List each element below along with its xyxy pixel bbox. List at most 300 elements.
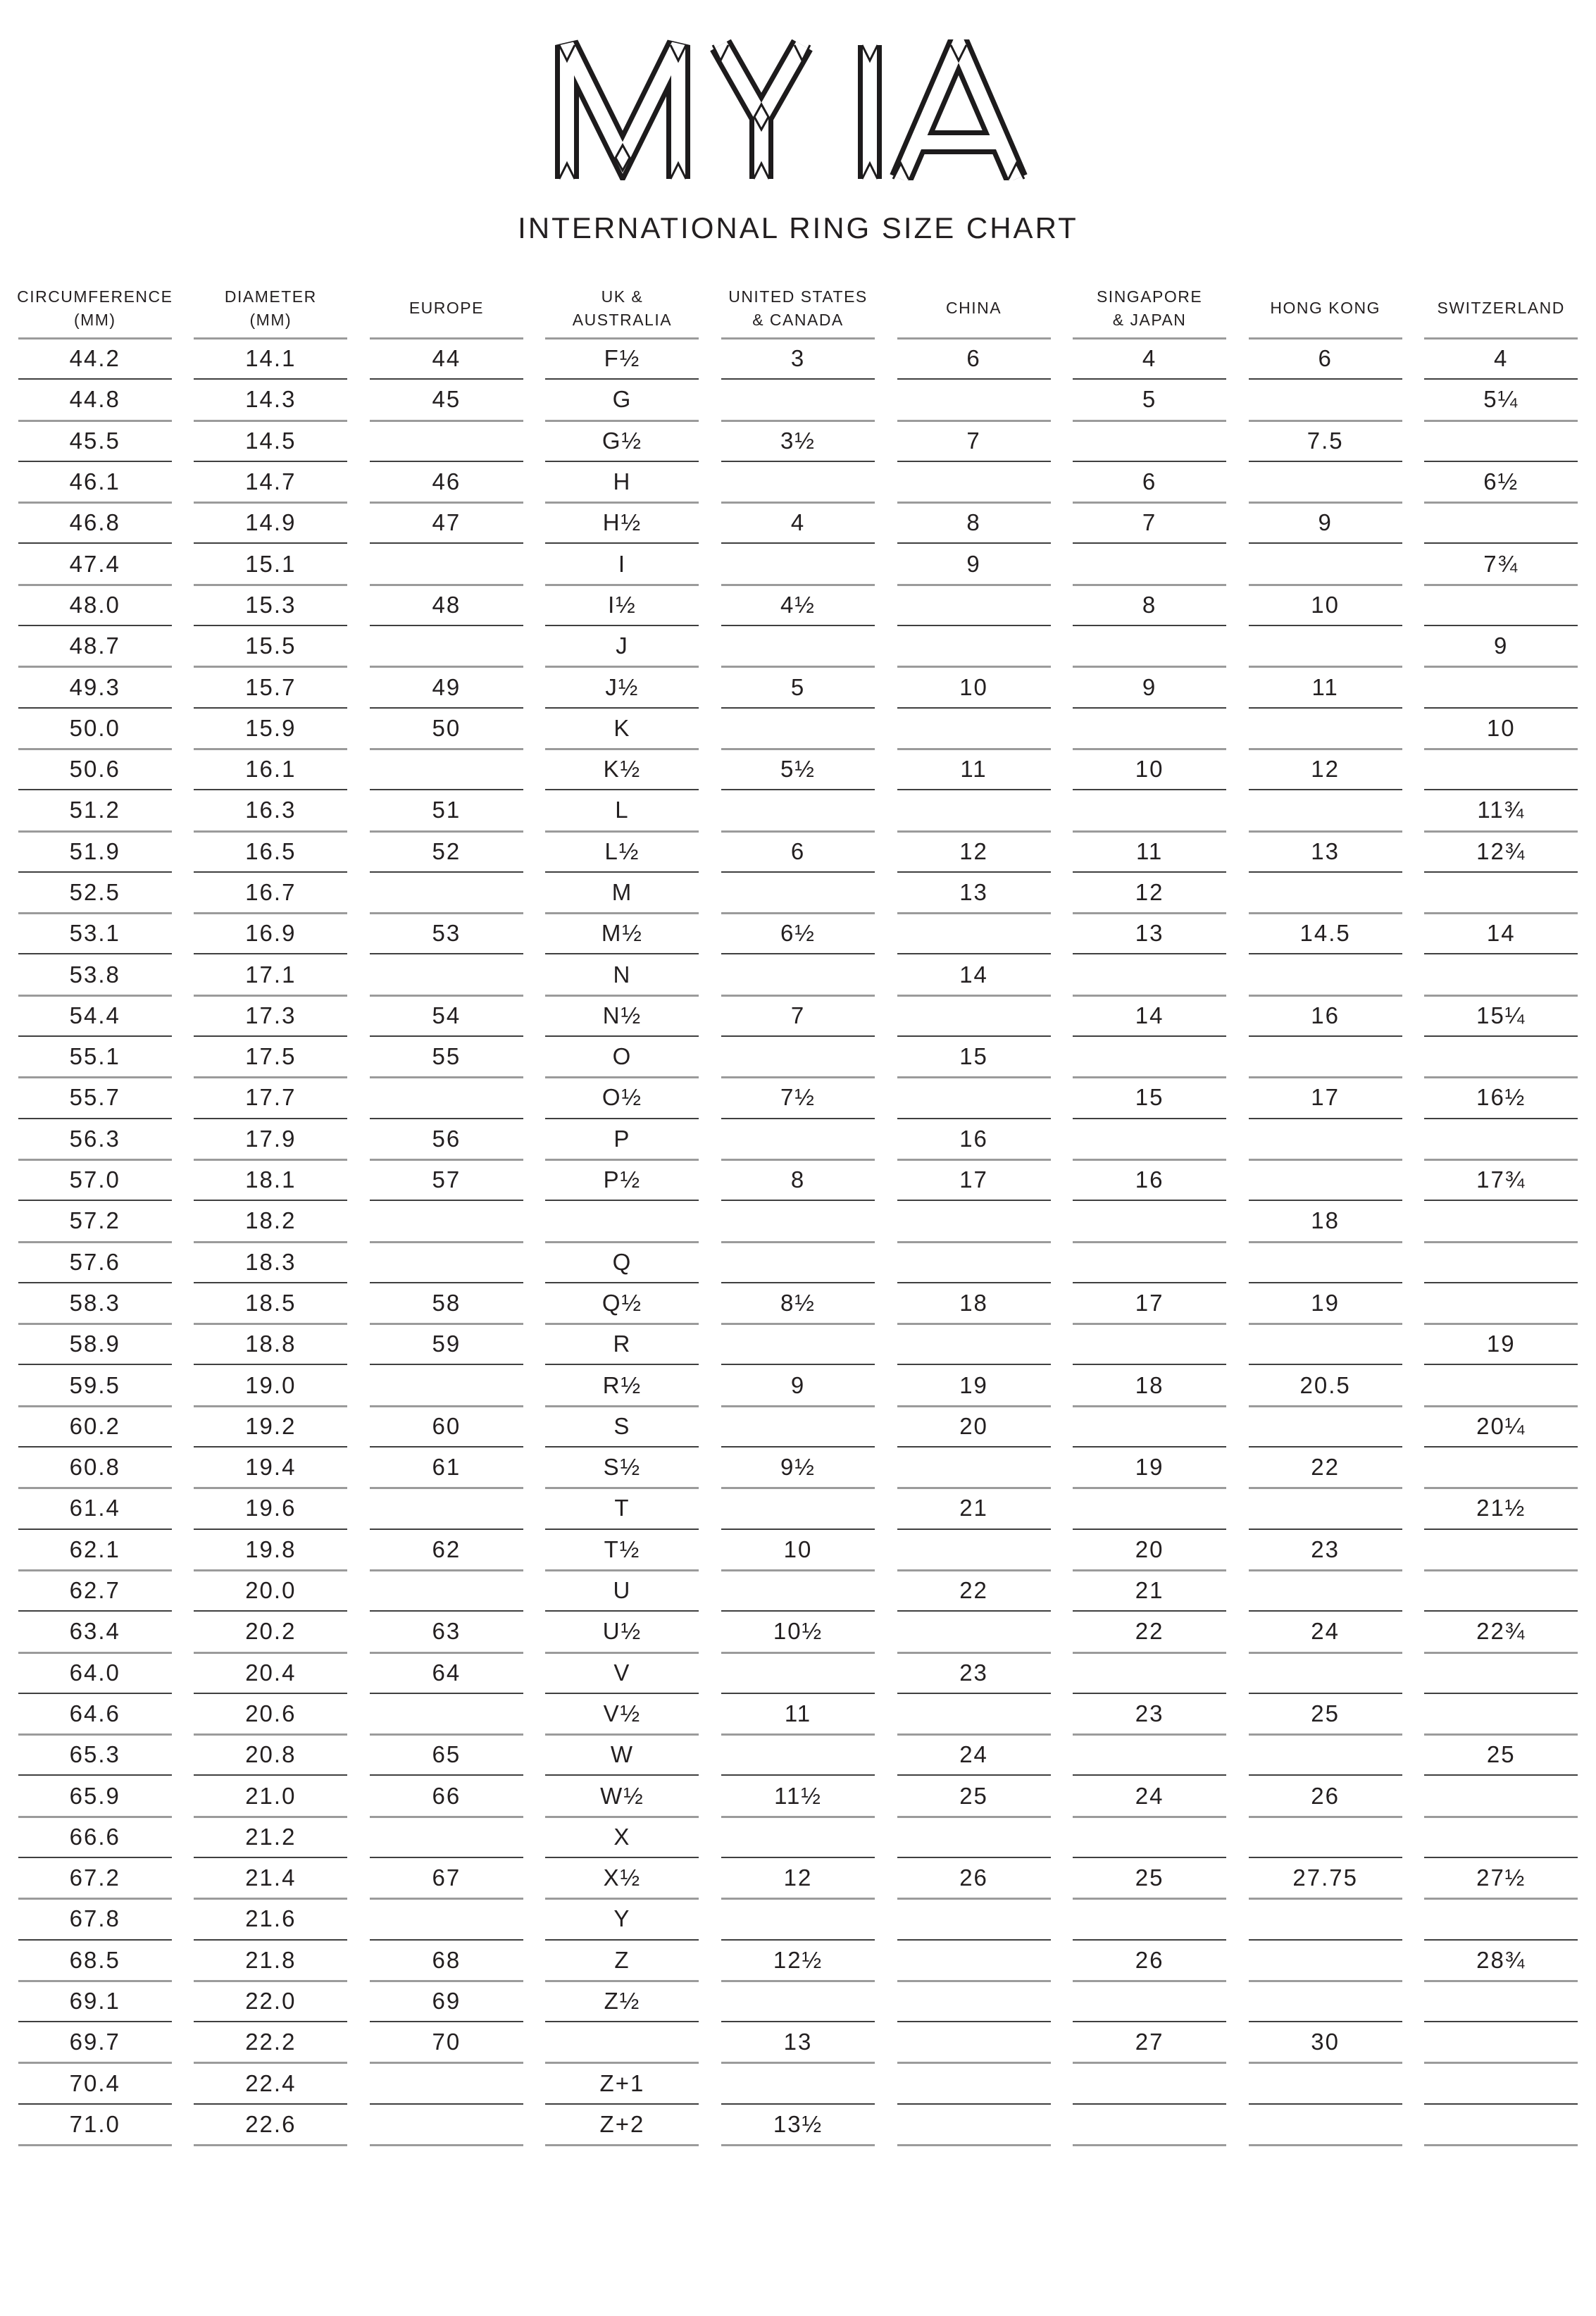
table-cell-switzerland <box>1413 2022 1589 2062</box>
table-cell-hong-kong <box>1237 790 1414 830</box>
table-cell-china: 14 <box>886 954 1062 995</box>
table-row <box>7 1857 1589 1898</box>
table-row <box>7 1200 1589 1241</box>
table-cell-circumference-mm: 70.4 <box>7 2062 183 2103</box>
table-row <box>7 1898 1589 1939</box>
table-cell-hong-kong <box>1237 1324 1414 1364</box>
table-row <box>7 1364 1589 1405</box>
table-cell-us-canada: 4½ <box>710 585 886 625</box>
table-cell-europe: 49 <box>359 666 535 707</box>
table-cell-us-canada: 6½ <box>710 913 886 954</box>
table-cell-china: 13 <box>886 872 1062 913</box>
table-cell-uk-australia: T½ <box>535 1529 711 1570</box>
table-cell-diameter-mm: 20.2 <box>183 1611 359 1652</box>
table-row <box>7 1242 1589 1283</box>
table-cell-china: 22 <box>886 1570 1062 1611</box>
table-cell-diameter-mm: 16.5 <box>183 831 359 872</box>
table-cell-us-canada: 13½ <box>710 2104 886 2145</box>
table-cell-switzerland: 7¾ <box>1413 543 1589 584</box>
table-cell-hong-kong <box>1237 1734 1414 1775</box>
table-cell-diameter-mm: 19.2 <box>183 1406 359 1447</box>
table-cell-china: 12 <box>886 831 1062 872</box>
table-cell-circumference-mm: 50.6 <box>7 749 183 790</box>
table-cell-singapore-japan <box>1061 1734 1237 1775</box>
table-cell-europe: 58 <box>359 1283 535 1324</box>
table-row <box>7 1817 1589 1857</box>
table-cell-singapore-japan: 11 <box>1061 831 1237 872</box>
table-cell-china <box>886 1940 1062 1981</box>
table-cell-diameter-mm: 19.4 <box>183 1447 359 1488</box>
table-cell-uk-australia: Q <box>535 1242 711 1283</box>
table-cell-china <box>886 1077 1062 1118</box>
table-cell-uk-australia: K½ <box>535 749 711 790</box>
table-cell-uk-australia: X½ <box>535 1857 711 1898</box>
myia-logo-graphic <box>551 39 1045 180</box>
table-cell-us-canada <box>710 1119 886 1159</box>
table-cell-switzerland <box>1413 1200 1589 1241</box>
table-cell-china: 15 <box>886 1036 1062 1077</box>
table-cell-diameter-mm: 19.6 <box>183 1488 359 1529</box>
table-cell-uk-australia: G½ <box>535 421 711 461</box>
table-cell-circumference-mm: 67.2 <box>7 1857 183 1898</box>
header-cell-switzerland: SWITZERLAND <box>1437 299 1565 318</box>
table-cell-diameter-mm: 17.3 <box>183 995 359 1036</box>
table-cell-singapore-japan <box>1061 625 1237 666</box>
table-cell-uk-australia: Z+1 <box>535 2062 711 2103</box>
table-cell-switzerland: 12¾ <box>1413 831 1589 872</box>
table-cell-uk-australia: I <box>535 543 711 584</box>
table-cell-diameter-mm: 21.2 <box>183 1817 359 1857</box>
table-row <box>7 625 1589 666</box>
table-cell-circumference-mm: 51.2 <box>7 790 183 830</box>
table-cell-diameter-mm: 18.5 <box>183 1283 359 1324</box>
table-cell-switzerland: 16½ <box>1413 1077 1589 1118</box>
table-cell-circumference-mm: 48.0 <box>7 585 183 625</box>
table-cell-circumference-mm: 66.6 <box>7 1817 183 1857</box>
table-row <box>7 338 1589 379</box>
table-cell-singapore-japan <box>1061 1652 1237 1693</box>
table-cell-singapore-japan: 23 <box>1061 1693 1237 1734</box>
table-cell-europe: 66 <box>359 1775 535 1816</box>
table-cell-switzerland: 21½ <box>1413 1488 1589 1529</box>
table-cell-diameter-mm: 15.3 <box>183 585 359 625</box>
table-cell-singapore-japan: 12 <box>1061 872 1237 913</box>
table-cell-uk-australia: L <box>535 790 711 830</box>
table-cell-china: 7 <box>886 421 1062 461</box>
table-cell-diameter-mm: 17.9 <box>183 1119 359 1159</box>
header-cell-us-canada: UNITED STATES & CANADA <box>728 287 868 329</box>
table-cell-hong-kong <box>1237 2062 1414 2103</box>
table-cell-circumference-mm: 53.8 <box>7 954 183 995</box>
table-cell-europe: 64 <box>359 1652 535 1693</box>
table-row <box>7 995 1589 1036</box>
table-cell-diameter-mm: 17.7 <box>183 1077 359 1118</box>
table-cell-switzerland: 5¼ <box>1413 379 1589 420</box>
table-cell-circumference-mm: 48.7 <box>7 625 183 666</box>
table-cell-hong-kong <box>1237 1940 1414 1981</box>
table-cell-uk-australia: Z+2 <box>535 2104 711 2145</box>
table-cell-hong-kong: 30 <box>1237 2022 1414 2062</box>
table-cell-us-canada <box>710 1734 886 1775</box>
table-cell-uk-australia <box>535 2022 711 2062</box>
table-cell-diameter-mm: 15.9 <box>183 708 359 749</box>
table-cell-singapore-japan <box>1061 1406 1237 1447</box>
table-cell-circumference-mm: 56.3 <box>7 1119 183 1159</box>
table-cell-singapore-japan: 9 <box>1061 666 1237 707</box>
table-row <box>7 379 1589 420</box>
table-row <box>7 954 1589 995</box>
table-cell-diameter-mm: 22.4 <box>183 2062 359 2103</box>
table-cell-europe: 54 <box>359 995 535 1036</box>
table-cell-diameter-mm: 16.3 <box>183 790 359 830</box>
table-cell-switzerland <box>1413 1119 1589 1159</box>
table-cell-circumference-mm: 57.2 <box>7 1200 183 1241</box>
table-cell-china <box>886 1898 1062 1939</box>
table-cell-circumference-mm: 65.9 <box>7 1775 183 1816</box>
table-cell-switzerland: 10 <box>1413 708 1589 749</box>
table-cell-diameter-mm: 20.6 <box>183 1693 359 1734</box>
table-cell-diameter-mm: 18.2 <box>183 1200 359 1241</box>
table-cell-uk-australia: Z <box>535 1940 711 1981</box>
table-cell-china: 23 <box>886 1652 1062 1693</box>
table-cell-diameter-mm: 21.8 <box>183 1940 359 1981</box>
table-cell-us-canada: 7½ <box>710 1077 886 1118</box>
table-cell-europe <box>359 1242 535 1283</box>
table-cell-uk-australia: J½ <box>535 666 711 707</box>
header-cell-circumference-mm: CIRCUMFERENCE (MM) <box>17 287 173 329</box>
table-cell-china <box>886 379 1062 420</box>
table-cell-europe <box>359 2104 535 2145</box>
table-cell-singapore-japan: 22 <box>1061 1611 1237 1652</box>
table-cell-switzerland: 6½ <box>1413 461 1589 502</box>
table-cell-us-canada: 5½ <box>710 749 886 790</box>
table-cell-hong-kong: 22 <box>1237 1447 1414 1488</box>
header-cell-singapore-japan: SINGAPORE & JAPAN <box>1096 287 1203 329</box>
table-row <box>7 585 1589 625</box>
table-cell-diameter-mm: 22.6 <box>183 2104 359 2145</box>
table-cell-circumference-mm: 64.6 <box>7 1693 183 1734</box>
table-cell-europe <box>359 625 535 666</box>
table-cell-europe: 70 <box>359 2022 535 2062</box>
table-cell-china <box>886 461 1062 502</box>
table-cell-hong-kong <box>1237 1406 1414 1447</box>
table-cell-us-canada <box>710 1570 886 1611</box>
table-cell-europe <box>359 1693 535 1734</box>
table-cell-hong-kong <box>1237 1570 1414 1611</box>
table-cell-europe <box>359 954 535 995</box>
table-cell-uk-australia: X <box>535 1817 711 1857</box>
table-cell-us-canada <box>710 1406 886 1447</box>
table-cell-singapore-japan: 6 <box>1061 461 1237 502</box>
table-cell-hong-kong <box>1237 1488 1414 1529</box>
table-cell-switzerland: 19 <box>1413 1324 1589 1364</box>
table-cell-switzerland <box>1413 666 1589 707</box>
table-row <box>7 543 1589 584</box>
table-cell-us-canada: 5 <box>710 666 886 707</box>
table-cell-us-canada: 9½ <box>710 1447 886 1488</box>
table-cell-us-canada <box>710 708 886 749</box>
table-cell-switzerland <box>1413 585 1589 625</box>
table-cell-diameter-mm: 18.1 <box>183 1159 359 1200</box>
table-cell-uk-australia: U½ <box>535 1611 711 1652</box>
table-cell-europe: 55 <box>359 1036 535 1077</box>
table-row <box>7 913 1589 954</box>
table-cell-china: 21 <box>886 1488 1062 1529</box>
table-cell-hong-kong: 20.5 <box>1237 1364 1414 1405</box>
table-cell-hong-kong: 27.75 <box>1237 1857 1414 1898</box>
table-cell-uk-australia <box>535 1200 711 1241</box>
table-cell-circumference-mm: 52.5 <box>7 872 183 913</box>
table-cell-europe: 56 <box>359 1119 535 1159</box>
table-row <box>7 872 1589 913</box>
table-cell-china <box>886 1981 1062 2022</box>
table-cell-china <box>886 1324 1062 1364</box>
table-cell-switzerland <box>1413 2104 1589 2145</box>
table-cell-europe: 57 <box>359 1159 535 1200</box>
table-cell-uk-australia: I½ <box>535 585 711 625</box>
table-cell-diameter-mm: 20.0 <box>183 1570 359 1611</box>
table-cell-china <box>886 1611 1062 1652</box>
table-cell-europe <box>359 872 535 913</box>
table-cell-europe: 69 <box>359 1981 535 2022</box>
table-cell-uk-australia: V½ <box>535 1693 711 1734</box>
table-cell-us-canada <box>710 790 886 830</box>
table-row <box>7 1775 1589 1816</box>
table-cell-hong-kong <box>1237 1036 1414 1077</box>
table-cell-europe: 65 <box>359 1734 535 1775</box>
table-cell-singapore-japan <box>1061 708 1237 749</box>
table-cell-singapore-japan <box>1061 954 1237 995</box>
table-cell-us-canada <box>710 379 886 420</box>
table-cell-singapore-japan: 15 <box>1061 1077 1237 1118</box>
table-cell-diameter-mm: 14.1 <box>183 338 359 379</box>
table-cell-uk-australia: F½ <box>535 338 711 379</box>
table-cell-circumference-mm: 46.8 <box>7 502 183 543</box>
table-cell-hong-kong: 9 <box>1237 502 1414 543</box>
table-cell-china: 10 <box>886 666 1062 707</box>
table-cell-singapore-japan: 19 <box>1061 1447 1237 1488</box>
table-cell-hong-kong <box>1237 543 1414 584</box>
table-cell-uk-australia: R½ <box>535 1364 711 1405</box>
table-cell-uk-australia: Q½ <box>535 1283 711 1324</box>
table-cell-switzerland: 9 <box>1413 625 1589 666</box>
table-cell-singapore-japan <box>1061 1324 1237 1364</box>
table-cell-switzerland: 14 <box>1413 913 1589 954</box>
table-cell-circumference-mm: 54.4 <box>7 995 183 1036</box>
table-cell-circumference-mm: 68.5 <box>7 1940 183 1981</box>
table-cell-circumference-mm: 50.0 <box>7 708 183 749</box>
table-cell-hong-kong <box>1237 461 1414 502</box>
table-cell-singapore-japan <box>1061 1242 1237 1283</box>
table-row <box>7 1159 1589 1200</box>
table-row <box>7 1611 1589 1652</box>
table-cell-switzerland: 27½ <box>1413 1857 1589 1898</box>
table-cell-switzerland <box>1413 1693 1589 1734</box>
table-cell-uk-australia: P½ <box>535 1159 711 1200</box>
table-cell-circumference-mm: 47.4 <box>7 543 183 584</box>
table-cell-circumference-mm: 53.1 <box>7 913 183 954</box>
table-cell-diameter-mm: 15.1 <box>183 543 359 584</box>
table-cell-switzerland <box>1413 1447 1589 1488</box>
table-cell-hong-kong <box>1237 1159 1414 1200</box>
table-cell-switzerland: 17¾ <box>1413 1159 1589 1200</box>
table-cell-diameter-mm: 17.5 <box>183 1036 359 1077</box>
table-cell-europe: 60 <box>359 1406 535 1447</box>
table-cell-hong-kong: 16 <box>1237 995 1414 1036</box>
table-row <box>7 1283 1589 1324</box>
table-cell-singapore-japan <box>1061 1981 1237 2022</box>
header-cell-hong-kong: HONG KONG <box>1270 299 1380 318</box>
table-cell-europe: 53 <box>359 913 535 954</box>
table-cell-europe <box>359 1200 535 1241</box>
table-cell-diameter-mm: 17.1 <box>183 954 359 995</box>
table-cell-diameter-mm: 22.2 <box>183 2022 359 2062</box>
table-cell-europe <box>359 1570 535 1611</box>
table-row <box>7 1734 1589 1775</box>
table-cell-uk-australia: Z½ <box>535 1981 711 2022</box>
table-cell-uk-australia: G <box>535 379 711 420</box>
table-cell-europe: 48 <box>359 585 535 625</box>
table-cell-circumference-mm: 45.5 <box>7 421 183 461</box>
table-cell-circumference-mm: 60.8 <box>7 1447 183 1488</box>
table-row <box>7 749 1589 790</box>
table-cell-switzerland: 22¾ <box>1413 1611 1589 1652</box>
table-cell-china <box>886 2022 1062 2062</box>
table-cell-circumference-mm: 57.0 <box>7 1159 183 1200</box>
table-cell-us-canada <box>710 1817 886 1857</box>
table-cell-us-canada <box>710 1898 886 1939</box>
table-cell-hong-kong: 26 <box>1237 1775 1414 1816</box>
table-cell-singapore-japan: 8 <box>1061 585 1237 625</box>
table-cell-uk-australia: M <box>535 872 711 913</box>
table-row <box>7 1036 1589 1077</box>
table-cell-europe <box>359 1364 535 1405</box>
table-cell-hong-kong <box>1237 1898 1414 1939</box>
table-cell-singapore-japan: 16 <box>1061 1159 1237 1200</box>
table-cell-china <box>886 708 1062 749</box>
table-cell-china: 9 <box>886 543 1062 584</box>
table-cell-singapore-japan: 27 <box>1061 2022 1237 2062</box>
table-cell-hong-kong: 12 <box>1237 749 1414 790</box>
table-cell-china: 18 <box>886 1283 1062 1324</box>
table-cell-europe: 59 <box>359 1324 535 1364</box>
table-cell-uk-australia: S <box>535 1406 711 1447</box>
table-cell-europe <box>359 749 535 790</box>
table-row <box>7 421 1589 461</box>
table-cell-circumference-mm: 62.7 <box>7 1570 183 1611</box>
table-cell-hong-kong <box>1237 1817 1414 1857</box>
table-cell-us-canada <box>710 872 886 913</box>
table-cell-circumference-mm: 44.8 <box>7 379 183 420</box>
table-row <box>7 2062 1589 2103</box>
table-cell-switzerland <box>1413 1652 1589 1693</box>
table-header-row <box>7 278 1589 338</box>
table-cell-uk-australia: N <box>535 954 711 995</box>
table-row <box>7 2104 1589 2145</box>
table-row <box>7 1447 1589 1488</box>
table-cell-europe: 68 <box>359 1940 535 1981</box>
table-cell-singapore-japan <box>1061 1898 1237 1939</box>
table-cell-china: 19 <box>886 1364 1062 1405</box>
table-cell-us-canada <box>710 1981 886 2022</box>
table-cell-singapore-japan <box>1061 1817 1237 1857</box>
table-row <box>7 790 1589 830</box>
table-cell-switzerland: 28¾ <box>1413 1940 1589 1981</box>
table-cell-europe <box>359 2062 535 2103</box>
table-cell-china <box>886 913 1062 954</box>
table-cell-us-canada: 8½ <box>710 1283 886 1324</box>
table-cell-uk-australia: M½ <box>535 913 711 954</box>
table-cell-hong-kong <box>1237 1652 1414 1693</box>
table-row <box>7 1077 1589 1118</box>
table-cell-switzerland <box>1413 1817 1589 1857</box>
table-cell-uk-australia: W <box>535 1734 711 1775</box>
table-cell-china <box>886 1817 1062 1857</box>
table-cell-singapore-japan: 18 <box>1061 1364 1237 1405</box>
table-cell-diameter-mm: 20.8 <box>183 1734 359 1775</box>
table-cell-circumference-mm: 55.7 <box>7 1077 183 1118</box>
table-cell-singapore-japan <box>1061 790 1237 830</box>
table-cell-us-canada <box>710 954 886 995</box>
table-cell-hong-kong <box>1237 708 1414 749</box>
header-cell-europe: EUROPE <box>409 299 484 318</box>
table-cell-us-canada: 11½ <box>710 1775 886 1816</box>
table-cell-switzerland <box>1413 502 1589 543</box>
table-cell-diameter-mm: 18.3 <box>183 1242 359 1283</box>
table-cell-us-canada <box>710 1488 886 1529</box>
table-cell-china: 17 <box>886 1159 1062 1200</box>
table-cell-singapore-japan: 21 <box>1061 1570 1237 1611</box>
table-cell-switzerland <box>1413 1283 1589 1324</box>
table-cell-singapore-japan: 7 <box>1061 502 1237 543</box>
table-cell-switzerland: 15¼ <box>1413 995 1589 1036</box>
table-cell-singapore-japan: 25 <box>1061 1857 1237 1898</box>
table-cell-diameter-mm: 21.6 <box>183 1898 359 1939</box>
table-row <box>7 1652 1589 1693</box>
table-cell-diameter-mm: 22.0 <box>183 1981 359 2022</box>
table-cell-uk-australia: H <box>535 461 711 502</box>
table-cell-us-canada: 3 <box>710 338 886 379</box>
table-cell-us-canada <box>710 1036 886 1077</box>
table-row <box>7 1940 1589 1981</box>
table-cell-circumference-mm: 63.4 <box>7 1611 183 1652</box>
table-cell-china: 6 <box>886 338 1062 379</box>
table-cell-uk-australia: U <box>535 1570 711 1611</box>
table-cell-switzerland <box>1413 2062 1589 2103</box>
table-cell-singapore-japan <box>1061 1200 1237 1241</box>
table-row <box>7 1488 1589 1529</box>
table-cell-singapore-japan <box>1061 1119 1237 1159</box>
table-cell-uk-australia: W½ <box>535 1775 711 1816</box>
table-cell-europe <box>359 1077 535 1118</box>
table-cell-switzerland <box>1413 1981 1589 2022</box>
table-cell-circumference-mm: 71.0 <box>7 2104 183 2145</box>
table-row <box>7 1324 1589 1364</box>
header-cell-diameter-mm: DIAMETER (MM) <box>224 287 317 329</box>
table-cell-us-canada: 13 <box>710 2022 886 2062</box>
table-cell-circumference-mm: 59.5 <box>7 1364 183 1405</box>
table-cell-europe: 52 <box>359 831 535 872</box>
table-row <box>7 461 1589 502</box>
table-row <box>7 666 1589 707</box>
table-cell-china <box>886 1447 1062 1488</box>
table-cell-diameter-mm: 16.9 <box>183 913 359 954</box>
table-cell-diameter-mm: 15.5 <box>183 625 359 666</box>
ring-size-table <box>7 278 1589 2145</box>
table-cell-singapore-japan: 17 <box>1061 1283 1237 1324</box>
table-cell-us-canada <box>710 461 886 502</box>
table-cell-circumference-mm: 69.1 <box>7 1981 183 2022</box>
